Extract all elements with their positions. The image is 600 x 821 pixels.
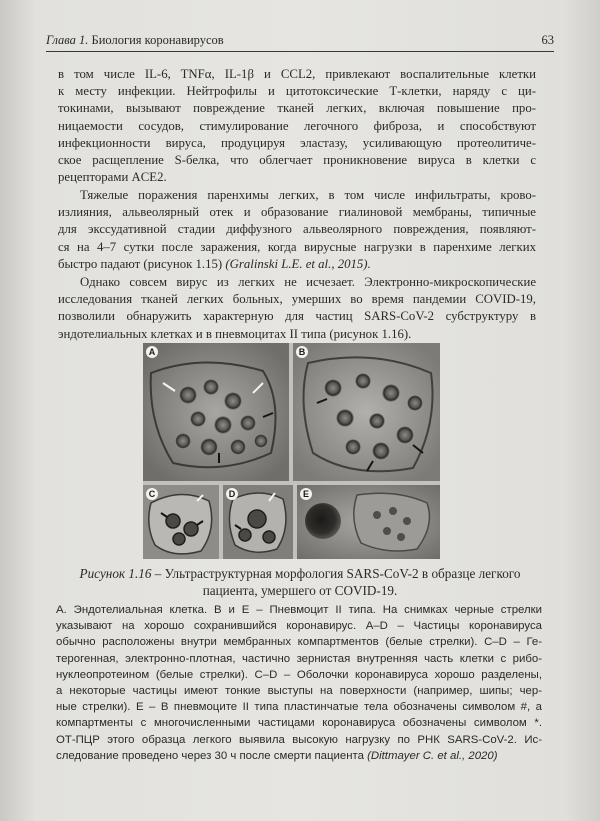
text-line: ся на 4–7 сутки после заражения, когда вирусные нагрузки в паренхиме легких <box>58 239 536 254</box>
panel-label-c: C <box>146 488 158 500</box>
caption-text: – Ультраструктурная морфология SARS-CoV-2 в образце легкого <box>151 566 521 581</box>
text-line: Тяжелые поражения паренхимы легких, в том числе инфильтраты, крово- <box>80 188 536 202</box>
micrograph-panel-b <box>293 343 440 481</box>
legend-line: ные стрелки). Е – В пневмоците II типа пластинчатые тела обозначены символом #, а <box>56 701 542 714</box>
micrograph-panel-c <box>143 485 219 559</box>
text-line: эндотелиальных клетках и в пневмоцитах II типа (рисунок 1.16). <box>58 326 412 341</box>
text-line: Однако совсем вирус из легких не исчезает. Электронно-микроскопические <box>80 275 536 289</box>
text-line: рецепторами ACE2. <box>58 170 167 185</box>
text-line: инфекционности вируса, продуцируя эластазу, усиливающую протеолитиче- <box>58 135 536 150</box>
text-line: для экссудативной стадии диффузного альвеолярного повреждения, появляют- <box>58 222 536 237</box>
legend-citation: (Dittmayer C. et al., 2020) <box>367 749 498 762</box>
legend-line <box>56 748 542 764</box>
micrograph-e-image <box>297 485 440 559</box>
paragraph-3 <box>58 274 536 343</box>
text-line: исследования тканей легких больных, умерших во время пандемии COVID-19, <box>58 292 536 307</box>
legend-line: терогенная, электронно-плотная, частично зернистая внутренняя часть клетки с рибо- <box>56 652 542 665</box>
chapter-prefix: Глава 1. <box>46 33 89 47</box>
micrograph-figure <box>143 343 440 559</box>
legend-line: нуклеопротеином (белые стрелки). С–D – Оболочки коронавируса хорошо разделены, <box>56 668 542 681</box>
panel-label-e: E <box>300 488 312 500</box>
legend-line: указывают на хорошо сохранившийся коронавирус. А–D – Частицы коронавируса <box>56 620 542 633</box>
legend-line: А. Эндотелиальная клетка. В и Е – Пневмоцит II типа. На снимках черные стрелки <box>56 604 542 616</box>
legend-line: ОТ-ПЦР этого образца легкого выявила высокую нагрузку по РНК SARS-CoV-2. Ис- <box>56 733 542 746</box>
paragraph-1 <box>58 66 536 186</box>
page-number: 63 <box>541 33 554 47</box>
running-header <box>46 33 554 52</box>
panel-label-a: A <box>146 346 158 358</box>
chapter-name: Биология коронавирусов <box>91 33 224 47</box>
legend-line: а некоторые частицы имеют тонкие выступы на поверхности (например, шипы; чер- <box>56 685 542 698</box>
text-line: излияния, альвеолярный отек и образование гиалиновой мембраны, типичные <box>58 205 536 220</box>
text-line: ское расщепление S-белка, что облегчает проникновение вируса в клетки с <box>58 153 536 168</box>
micrograph-b-image <box>293 343 440 481</box>
figure-legend <box>56 602 542 764</box>
micrograph-panel-d <box>223 485 293 559</box>
micrograph-panel-a <box>143 343 289 481</box>
text-line: к месту инфекции. Нейтрофилы и цитотоксические Т-клетки, наряду с ци- <box>58 84 536 99</box>
legend-text: следование проведено через 30 ч после смерти пациента <box>56 749 364 762</box>
paragraph-2 <box>58 187 536 273</box>
figure-caption <box>56 566 544 599</box>
micrograph-a-image <box>143 343 289 481</box>
text-line: токинами, вызывают повреждение тканей легких, включая повышение про- <box>58 101 536 116</box>
panel-label-d: D <box>226 488 238 500</box>
text-line: ницаемости сосудов, стимулирование легочного фиброза, и способствуют <box>58 118 536 133</box>
text-line: в том числе IL-6, TNFα, IL-1β и CCL2, привлекают воспалительные клетки <box>58 67 536 81</box>
text-line <box>58 256 536 273</box>
chapter-title <box>46 33 224 48</box>
text-fragment: быстро падают (рисунок 1.15) <box>58 256 223 271</box>
citation: (Gralinski L.E. et al., 2015). <box>225 256 371 271</box>
legend-line: обычно расположены внутри мембранных компартментов (белые стрелки). С–D – Ге- <box>56 636 542 649</box>
figure-label: Рисунок 1.16 <box>79 566 152 581</box>
micrograph-panel-e <box>297 485 440 559</box>
caption-line-2: пациента, умершего от COVID-19. <box>202 582 398 598</box>
panel-label-b: B <box>296 346 308 358</box>
text-line: позволили обнаружить характерную для частиц SARS-CoV-2 субструктуру в <box>58 309 536 324</box>
caption-line-1 <box>56 566 544 583</box>
legend-line: компартменты с многочисленными частицами коронавируса обозначены символом *. <box>56 717 542 730</box>
